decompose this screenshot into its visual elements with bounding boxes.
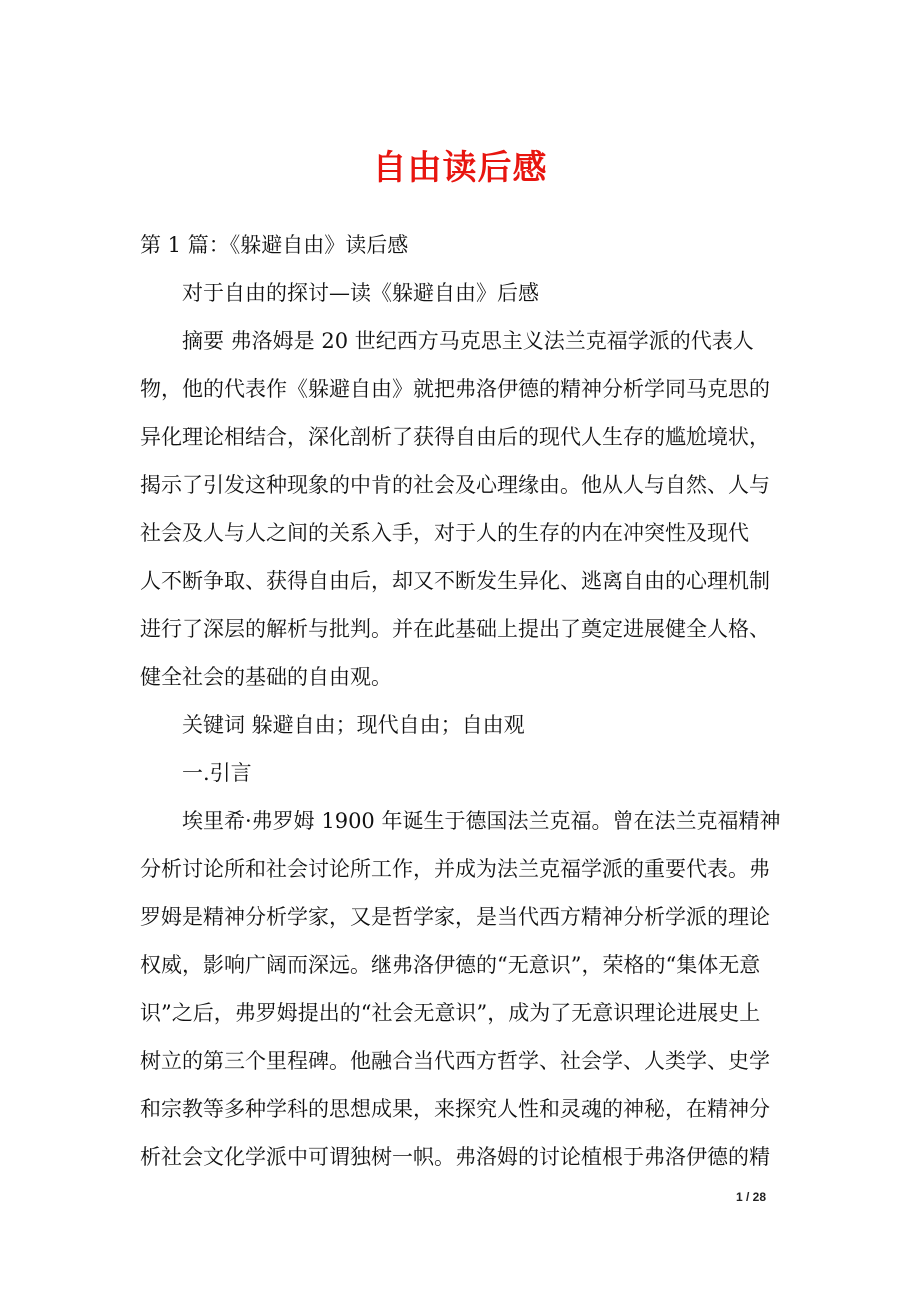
abstract-line: 人不断争取、获得自由后，却又不断发生异化、逃离自由的心理机制 [140,569,770,593]
body-line: 识”之后，弗罗姆提出的“社会无意识”，成为了无意识理论进展史上 [140,1001,761,1025]
body-line: 分析讨论所和社会讨论所工作，并成为法兰克福学派的重要代表。弗 [140,857,770,881]
body-line: 罗姆是精神分析学家，又是哲学家，是当代西方精神分析学派的理论 [140,905,770,929]
body-line: 和宗教等多种学科的思想成果，来探究人性和灵魂的神秘，在精神分 [140,1097,770,1121]
abstract-line: 异化理论相结合，深化剖析了获得自由后的现代人生存的尴尬境状， [140,425,770,449]
body-line: 权威，影响广阔而深远。继弗洛伊德的“无意识”，荣格的“集体无意 [140,953,761,977]
abstract-line: 进行了深层的解析与批判。并在此基础上提出了奠定进展健全人格、 [140,617,770,641]
keywords-line: 关键词 躲避自由；现代自由；自由观 [182,713,525,737]
abstract-line: 摘要 弗洛姆是 20 世纪西方马克思主义法兰克福学派的代表人 [182,329,754,353]
abstract-line: 揭示了引发这种现象的中肯的社会及心理缘由。他从人与自然、人与 [140,473,770,497]
body-line: 析社会文化学派中可谓独树一帜。弗洛姆的讨论植根于弗洛伊德的精 [140,1145,770,1169]
abstract-line: 物，他的代表作《躲避自由》就把弗洛伊德的精神分析学同马克思的 [140,377,770,401]
essay-subtitle: 对于自由的探讨—读《躲避自由》后感 [182,281,539,305]
abstract-line: 健全社会的基础的自由观。 [140,665,392,689]
body-line: 树立的第三个里程碑。他融合当代西方哲学、社会学、人类学、史学 [140,1049,770,1073]
document-title: 自由读后感 [372,148,548,188]
page-number: 1 / 28 [736,1190,767,1204]
body-line: 埃里希·弗罗姆 1900 年诞生于德国法兰克福。曾在法兰克福精神 [182,809,781,833]
chapter-heading: 第 1 篇：《躲避自由》读后感 [140,233,409,257]
section-heading: 一.引言 [182,761,252,785]
abstract-line: 社会及人与人之间的关系入手，对于人的生存的内在冲突性及现代 [140,521,749,545]
